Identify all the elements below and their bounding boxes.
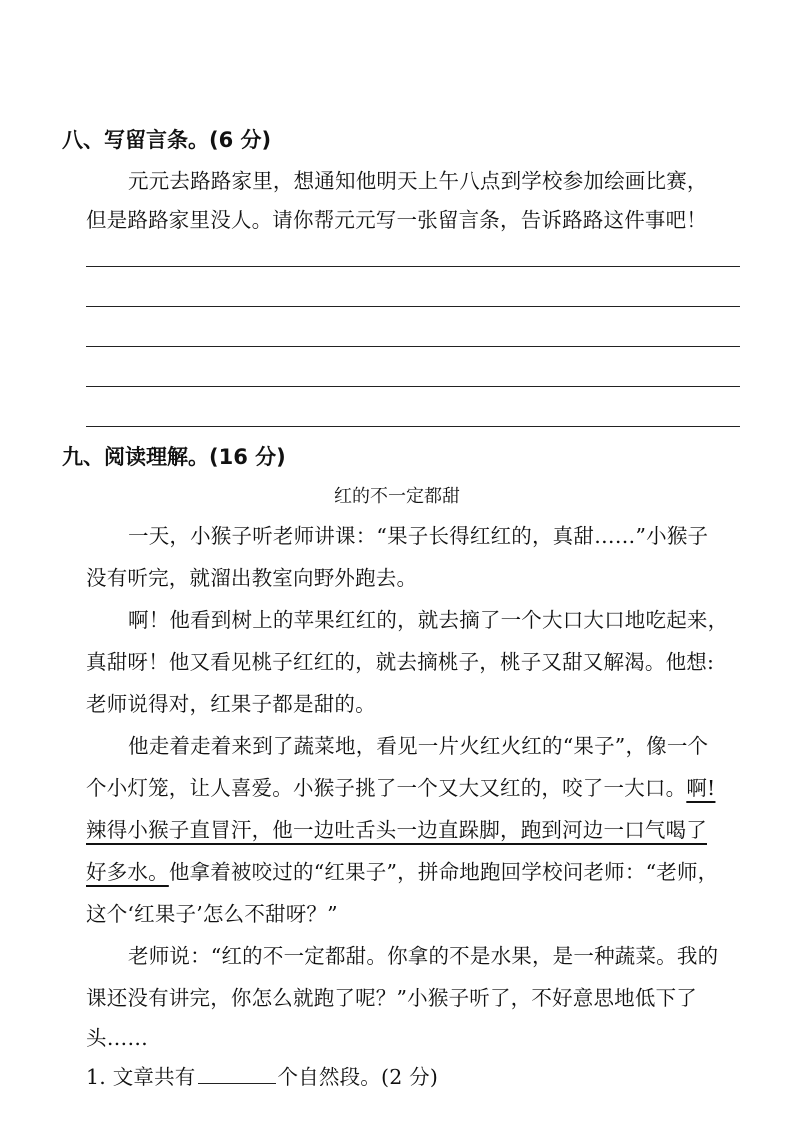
article-line-4: 真甜呀！他又看见桃子红红的，就去摘桃子，桃子又甜又解渴。他想: (86, 650, 715, 674)
section8-instruction-line1: 元元去路路家里，想通知他明天上午八点到学校参加绘画比赛， (128, 169, 708, 193)
article-line-2: 没有听完，就溜出教室向野外跑去。 (86, 566, 418, 590)
section9-heading: 九、阅读理解。(16 分) (62, 445, 286, 469)
writing-line-5[interactable] (86, 426, 740, 427)
article-line-7-text: 个小灯笼，让人喜爱。小猴子挑了一个又大又红的，咬了一大口。 (86, 776, 687, 800)
answer-blank[interactable] (198, 1063, 276, 1084)
article-line-1: 一天，小猴子听老师讲课：“果子长得红红的，真甜……”小猴子 (128, 524, 709, 548)
question-1 (86, 1060, 438, 1090)
question-1-number: 1. (86, 1065, 106, 1089)
article-line-6: 他走着走着来到了蔬菜地，看见一片火红火红的“果子”，像一个 (128, 734, 709, 758)
article-line-9 (86, 855, 718, 885)
article-line-13: 头…… (86, 1026, 149, 1050)
article-line-7 (86, 771, 715, 801)
writing-line-4[interactable] (86, 386, 740, 387)
article-line-10: 这个‘红果子’怎么不甜呀？” (86, 902, 338, 926)
writing-line-3[interactable] (86, 346, 740, 347)
article-line-11: 老师说：“红的不一定都甜。你拿的不是水果，是一种蔬菜。我的 (128, 944, 719, 968)
underlined-sentence-line: 辣得小猴子直冒汗，他一边吐舌头一边直跺脚，跑到河边一口气喝了 (86, 818, 707, 842)
article-line-5: 老师说得对，红果子都是甜的。 (86, 692, 376, 716)
question-1-text-before: 文章共有 (112, 1065, 196, 1089)
article-line-3: 啊！他看到树上的苹果红红的，就去摘了一个大口大口地吃起来， (128, 608, 729, 632)
question-1-text-after: 个自然段。(2 分) (277, 1065, 439, 1089)
writing-line-1[interactable] (86, 266, 740, 267)
article-title: 红的不一定都甜 (334, 486, 460, 507)
article-line-12: 课还没有讲完，你怎么就跑了呢？”小猴子听了，不好意思地低下了 (86, 986, 697, 1010)
section8-instruction-line2: 但是路路家里没人。请你帮元元写一张留言条，告诉路路这件事吧！ (86, 208, 707, 232)
writing-line-2[interactable] (86, 306, 740, 307)
section8-heading: 八、写留言条。(6 分) (62, 128, 272, 152)
underlined-sentence-end: 好多水。 (86, 860, 169, 884)
article-line-9-text: 他拿着被咬过的“红果子”，拼命地跑回学校问老师：“老师， (168, 860, 719, 884)
underlined-sentence-start: 啊! (686, 776, 716, 800)
